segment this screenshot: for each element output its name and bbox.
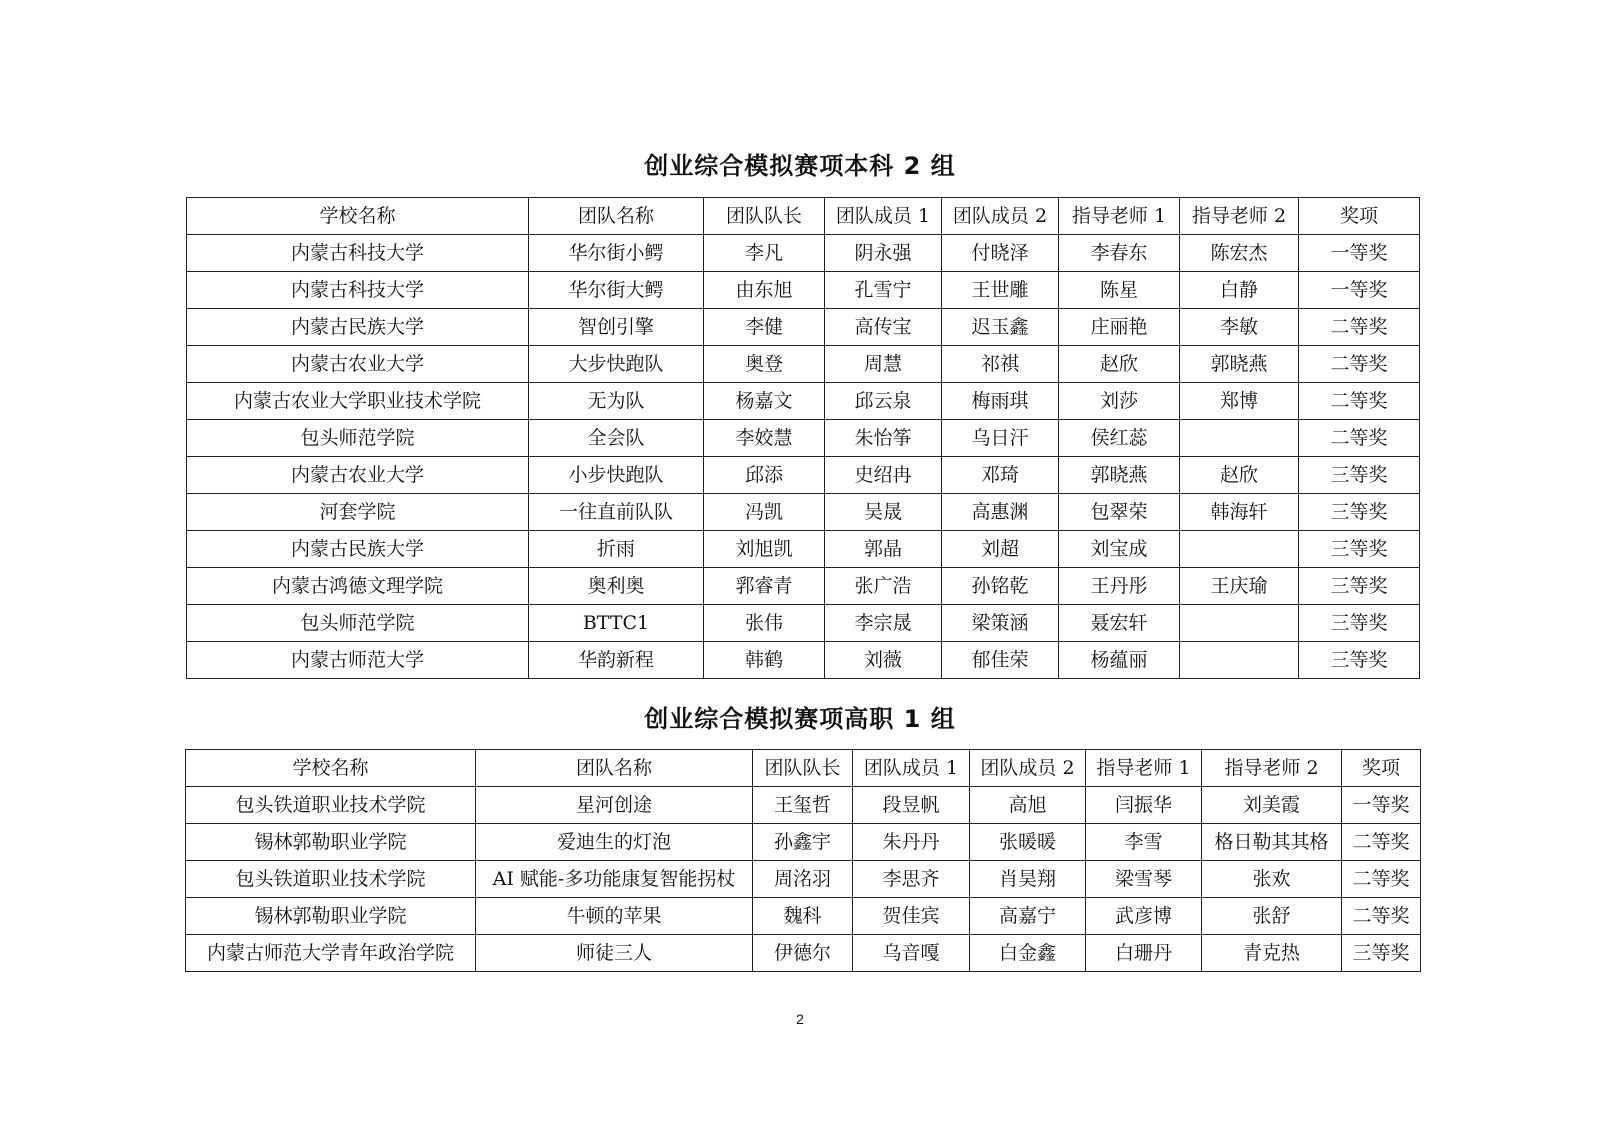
table-cell: 李雪 (1086, 824, 1202, 861)
table-cell: 白静 (1180, 272, 1299, 309)
table-cell: 刘美霞 (1202, 787, 1342, 824)
table-cell: 郭晓燕 (1180, 346, 1299, 383)
table-row (187, 235, 1420, 272)
table-cell: 邱云泉 (825, 383, 942, 420)
table-row (187, 383, 1420, 420)
table-cell: 李凡 (704, 235, 825, 272)
table-cell: 陈星 (1059, 272, 1180, 309)
table-cell: 迟玉鑫 (942, 309, 1059, 346)
table-cell: 李春东 (1059, 235, 1180, 272)
table-cell: 高旭 (970, 787, 1086, 824)
column-header: 学校名称 (187, 198, 529, 235)
column-header: 团队成员 2 (970, 750, 1086, 787)
table-cell: 周慧 (825, 346, 942, 383)
table-cell: 包头铁道职业技术学院 (186, 787, 476, 824)
table-cell: 内蒙古科技大学 (187, 272, 529, 309)
table-cell: 刘旭凯 (704, 531, 825, 568)
table-cell: 白金鑫 (970, 935, 1086, 972)
table-cell: 史绍冉 (825, 457, 942, 494)
column-header: 团队成员 1 (825, 198, 942, 235)
table-cell: 朱怡筝 (825, 420, 942, 457)
table-cell: 一等奖 (1342, 787, 1421, 824)
table-cell: 一往直前队队 (529, 494, 704, 531)
table-row (187, 568, 1420, 605)
table-cell: 内蒙古农业大学职业技术学院 (187, 383, 529, 420)
table-cell: 张暖暖 (970, 824, 1086, 861)
column-header: 团队名称 (476, 750, 753, 787)
table-cell: 伊德尔 (753, 935, 853, 972)
table-cell: 孙铭乾 (942, 568, 1059, 605)
table-cell: 贺佳宾 (853, 898, 970, 935)
table-row (187, 531, 1420, 568)
table-row (186, 787, 1421, 824)
table-cell: 王世雕 (942, 272, 1059, 309)
column-header: 学校名称 (186, 750, 476, 787)
table-cell: 二等奖 (1299, 420, 1420, 457)
column-header: 团队成员 2 (942, 198, 1059, 235)
table-row (187, 346, 1420, 383)
table-cell: 三等奖 (1299, 494, 1420, 531)
table-cell: 张广浩 (825, 568, 942, 605)
table-cell: 无为队 (529, 383, 704, 420)
table-row (186, 824, 1421, 861)
table-cell: 内蒙古科技大学 (187, 235, 529, 272)
table-cell: 王庆瑜 (1180, 568, 1299, 605)
column-header: 指导老师 1 (1086, 750, 1202, 787)
section-title-vocational-group-1: 创业综合模拟赛项高职 1 组 (644, 705, 956, 733)
table-cell: 二等奖 (1342, 861, 1421, 898)
table-cell: 内蒙古鸿德文理学院 (187, 568, 529, 605)
column-header: 团队名称 (529, 198, 704, 235)
table-cell: 由东旭 (704, 272, 825, 309)
table-cell: 内蒙古农业大学 (187, 346, 529, 383)
results-table-vocational-group-1 (185, 749, 1421, 972)
table-cell: 三等奖 (1342, 935, 1421, 972)
table-cell: 王丹彤 (1059, 568, 1180, 605)
table-cell: 武彦博 (1086, 898, 1202, 935)
table-cell: 高嘉宁 (970, 898, 1086, 935)
table-cell: 张舒 (1202, 898, 1342, 935)
table-cell: 乌音嘎 (853, 935, 970, 972)
results-table-undergrad-group-2 (186, 197, 1420, 679)
table-cell: 赵欣 (1180, 457, 1299, 494)
table-cell: 孙鑫宇 (753, 824, 853, 861)
table-cell: 三等奖 (1299, 568, 1420, 605)
header-row (187, 198, 1420, 235)
table-cell: 二等奖 (1299, 309, 1420, 346)
table-cell: 包头铁道职业技术学院 (186, 861, 476, 898)
table-cell: 聂宏轩 (1059, 605, 1180, 642)
table-cell: 闫振华 (1086, 787, 1202, 824)
table-row (187, 309, 1420, 346)
table-cell: 师徒三人 (476, 935, 753, 972)
table-cell: 大步快跑队 (529, 346, 704, 383)
table-cell: 星河创途 (476, 787, 753, 824)
column-header: 奖项 (1299, 198, 1420, 235)
table-row (187, 642, 1420, 679)
table-cell: 二等奖 (1299, 346, 1420, 383)
table-row (186, 898, 1421, 935)
table-cell: 华尔街小鳄 (529, 235, 704, 272)
table-cell: 青克热 (1202, 935, 1342, 972)
table-cell: 内蒙古师范大学 (187, 642, 529, 679)
table-cell: 郁佳荣 (942, 642, 1059, 679)
table-cell: AI 赋能-多功能康复智能拐杖 (476, 861, 753, 898)
section-title-undergrad-group-2: 创业综合模拟赛项本科 2 组 (644, 152, 956, 180)
table-cell: 陈宏杰 (1180, 235, 1299, 272)
table-cell: 锡林郭勒职业学院 (186, 824, 476, 861)
table-cell: 格日勒其其格 (1202, 824, 1342, 861)
table-cell: 三等奖 (1299, 457, 1420, 494)
table-cell: 奥登 (704, 346, 825, 383)
table-cell: 二等奖 (1342, 824, 1421, 861)
table-row (186, 861, 1421, 898)
table-cell: 孔雪宁 (825, 272, 942, 309)
table-cell: 李思齐 (853, 861, 970, 898)
table-cell: 牛顿的苹果 (476, 898, 753, 935)
table-cell: 周洺羽 (753, 861, 853, 898)
table-cell: 吴晟 (825, 494, 942, 531)
table-cell: BTTC1 (529, 605, 704, 642)
table-cell: 内蒙古民族大学 (187, 531, 529, 568)
table-cell: 三等奖 (1299, 642, 1420, 679)
table-cell: 侯红蕊 (1059, 420, 1180, 457)
column-header: 指导老师 1 (1059, 198, 1180, 235)
table-cell: 郭晶 (825, 531, 942, 568)
table-cell: 梁策涵 (942, 605, 1059, 642)
table-cell: 段昱帆 (853, 787, 970, 824)
table-cell: 韩鹤 (704, 642, 825, 679)
table-row (187, 457, 1420, 494)
column-header: 指导老师 2 (1202, 750, 1342, 787)
table-cell: 三等奖 (1299, 605, 1420, 642)
table-cell: 梁雪琴 (1086, 861, 1202, 898)
table-cell: 二等奖 (1342, 898, 1421, 935)
table-cell: 祁祺 (942, 346, 1059, 383)
table-cell: 阴永强 (825, 235, 942, 272)
table-cell: 杨嘉文 (704, 383, 825, 420)
table-cell: 内蒙古农业大学 (187, 457, 529, 494)
table-cell: 白珊丹 (1086, 935, 1202, 972)
header-row (186, 750, 1421, 787)
table-cell: 邱添 (704, 457, 825, 494)
table-cell (1180, 531, 1299, 568)
table-cell: 刘薇 (825, 642, 942, 679)
table-cell: 付晓泽 (942, 235, 1059, 272)
table-cell: 冯凯 (704, 494, 825, 531)
table-cell: 刘宝成 (1059, 531, 1180, 568)
column-header: 团队队长 (704, 198, 825, 235)
table-cell: 全会队 (529, 420, 704, 457)
table-cell: 王玺哲 (753, 787, 853, 824)
table-cell: 杨蕴丽 (1059, 642, 1180, 679)
table-cell: 小步快跑队 (529, 457, 704, 494)
table-row (187, 420, 1420, 457)
table-row (187, 494, 1420, 531)
table-cell: 赵欣 (1059, 346, 1180, 383)
column-header: 指导老师 2 (1180, 198, 1299, 235)
table-cell: 内蒙古民族大学 (187, 309, 529, 346)
table-cell: 李敏 (1180, 309, 1299, 346)
table-cell: 李宗晟 (825, 605, 942, 642)
column-header: 团队成员 1 (853, 750, 970, 787)
table-cell: 郛睿青 (704, 568, 825, 605)
table-cell: 华韵新程 (529, 642, 704, 679)
table-cell (1180, 420, 1299, 457)
column-header: 奖项 (1342, 750, 1421, 787)
table-cell: 李健 (704, 309, 825, 346)
table-cell: 三等奖 (1299, 531, 1420, 568)
table-cell: 内蒙古师范大学青年政治学院 (186, 935, 476, 972)
table-row (186, 935, 1421, 972)
table-cell: 智创引擎 (529, 309, 704, 346)
table-cell: 梅雨琪 (942, 383, 1059, 420)
table-cell: 包翠荣 (1059, 494, 1180, 531)
table-cell: 韩海轩 (1180, 494, 1299, 531)
column-header: 团队队长 (753, 750, 853, 787)
table-cell: 奥利奥 (529, 568, 704, 605)
table-cell: 包头师范学院 (187, 605, 529, 642)
table-cell: 邓琦 (942, 457, 1059, 494)
table-cell: 包头师范学院 (187, 420, 529, 457)
table-cell: 爱迪生的灯泡 (476, 824, 753, 861)
table-cell: 高传宝 (825, 309, 942, 346)
table-cell (1180, 642, 1299, 679)
table-cell: 乌日汗 (942, 420, 1059, 457)
table-cell: 李姣慧 (704, 420, 825, 457)
table-cell: 郑博 (1180, 383, 1299, 420)
table-cell: 华尔街大鳄 (529, 272, 704, 309)
table-cell (1180, 605, 1299, 642)
table-cell: 锡林郭勒职业学院 (186, 898, 476, 935)
table-cell: 郭晓燕 (1059, 457, 1180, 494)
table-row (187, 272, 1420, 309)
table-cell: 张伟 (704, 605, 825, 642)
table-cell: 一等奖 (1299, 272, 1420, 309)
table-cell: 二等奖 (1299, 383, 1420, 420)
table-cell: 肖昊翔 (970, 861, 1086, 898)
table-cell: 折雨 (529, 531, 704, 568)
table-row (187, 605, 1420, 642)
table-cell: 高惠渊 (942, 494, 1059, 531)
table-cell: 张欢 (1202, 861, 1342, 898)
table-cell: 魏科 (753, 898, 853, 935)
table-cell: 一等奖 (1299, 235, 1420, 272)
table-cell: 刘超 (942, 531, 1059, 568)
table-cell: 庄丽艳 (1059, 309, 1180, 346)
table-cell: 刘莎 (1059, 383, 1180, 420)
page-number: 2 (796, 1011, 804, 1027)
table-cell: 河套学院 (187, 494, 529, 531)
table-cell: 朱丹丹 (853, 824, 970, 861)
